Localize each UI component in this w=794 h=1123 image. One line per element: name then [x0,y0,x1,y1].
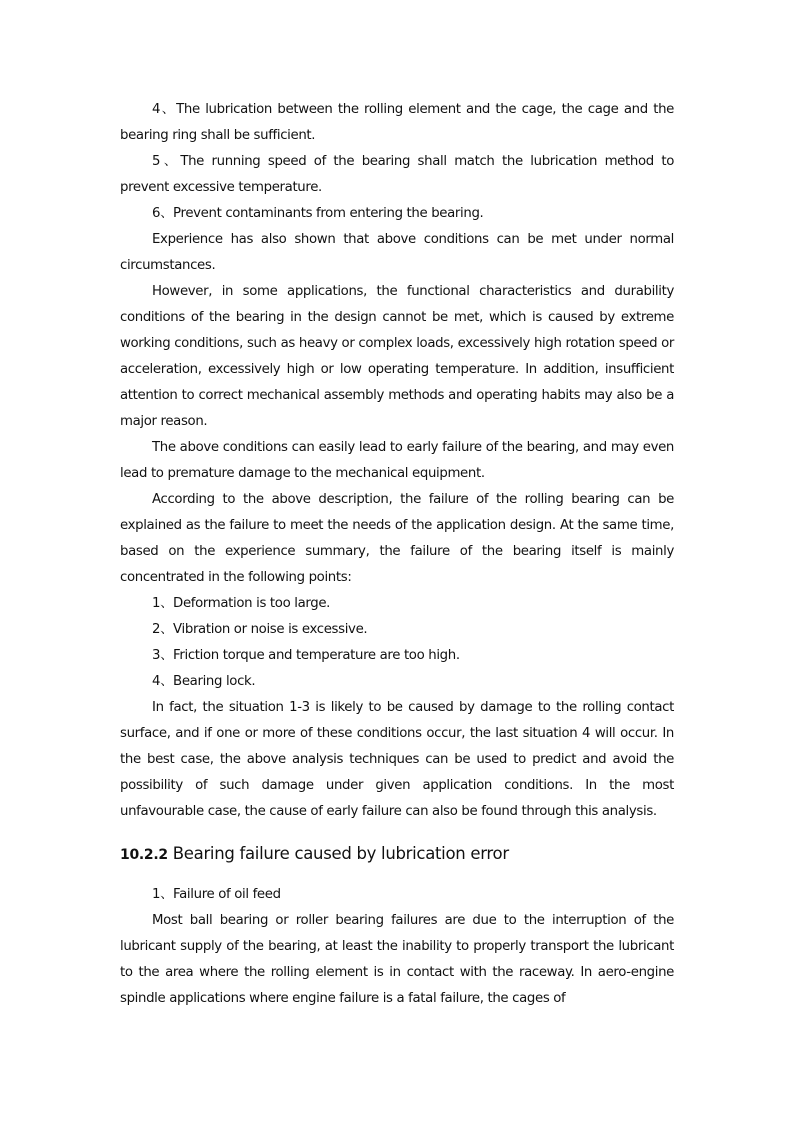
paragraph: 6、Prevent contaminants from entering the bearing. [152,206,484,221]
section-heading [120,841,674,868]
list-item: 2、Vibration or noise is excessive. [152,622,368,637]
list-item: 3、Friction torque and temperature are too high. [152,648,460,663]
body-text-top [120,97,674,825]
body-text-bottom [120,882,674,1012]
list-item: 4、Bearing lock. [152,674,256,689]
paragraph: In fact, the situation 1-3 is likely to be caused by damage to the rolling contact surface, and if one or more of these conditions occur, the last situation 4 will occur. In the best case, the above analysis techniques can be used to predict and avoid the possibility of such damage under given application conditions. In the most unfavourable case, the cause of early failure can also be found through this analysis. [120,700,674,819]
paragraph: 5、The running speed of the bearing shall match the lubrication method to prevent excessive temperature. [120,154,674,195]
document-page [120,97,674,1012]
list-item: 1、Deformation is too large. [152,596,331,611]
paragraph: According to the above description, the failure of the rolling bearing can be explained as the failure to meet the needs of the application design. At the same time, based on the experience summary, the failure of the bearing itself is mainly concentrated in the following points: [120,492,674,585]
list-item: 1、Failure of oil feed [152,887,281,902]
section-number: 10.2.2 [120,847,168,863]
paragraph: Experience has also shown that above conditions can be met under normal circumstances. [120,232,674,273]
paragraph: The above conditions can easily lead to early failure of the bearing, and may even lead to premature damage to the mechanical equipment. [120,440,674,481]
section-title: Bearing failure caused by lubrication error [172,844,509,863]
paragraph: Most ball bearing or roller bearing failures are due to the interruption of the lubricant supply of the bearing, at least the inability to properly transport the lubricant to the area where the rolling element is in contact with the raceway. In aero-engine spindle applications where engine failure is a fatal failure, the cages of [120,913,674,1006]
paragraph: However, in some applications, the functional characteristics and durability conditions of the bearing in the design cannot be met, which is caused by extreme working conditions, such as heavy or complex loads, excessively high rotation speed or acceleration, excessively high or low operating temperature. In addition, insufficient attention to correct mechanical assembly methods and operating habits may also be a major reason. [120,284,674,429]
paragraph: 4、The lubrication between the rolling element and the cage, the cage and the bearing ring shall be sufficient. [120,102,674,143]
